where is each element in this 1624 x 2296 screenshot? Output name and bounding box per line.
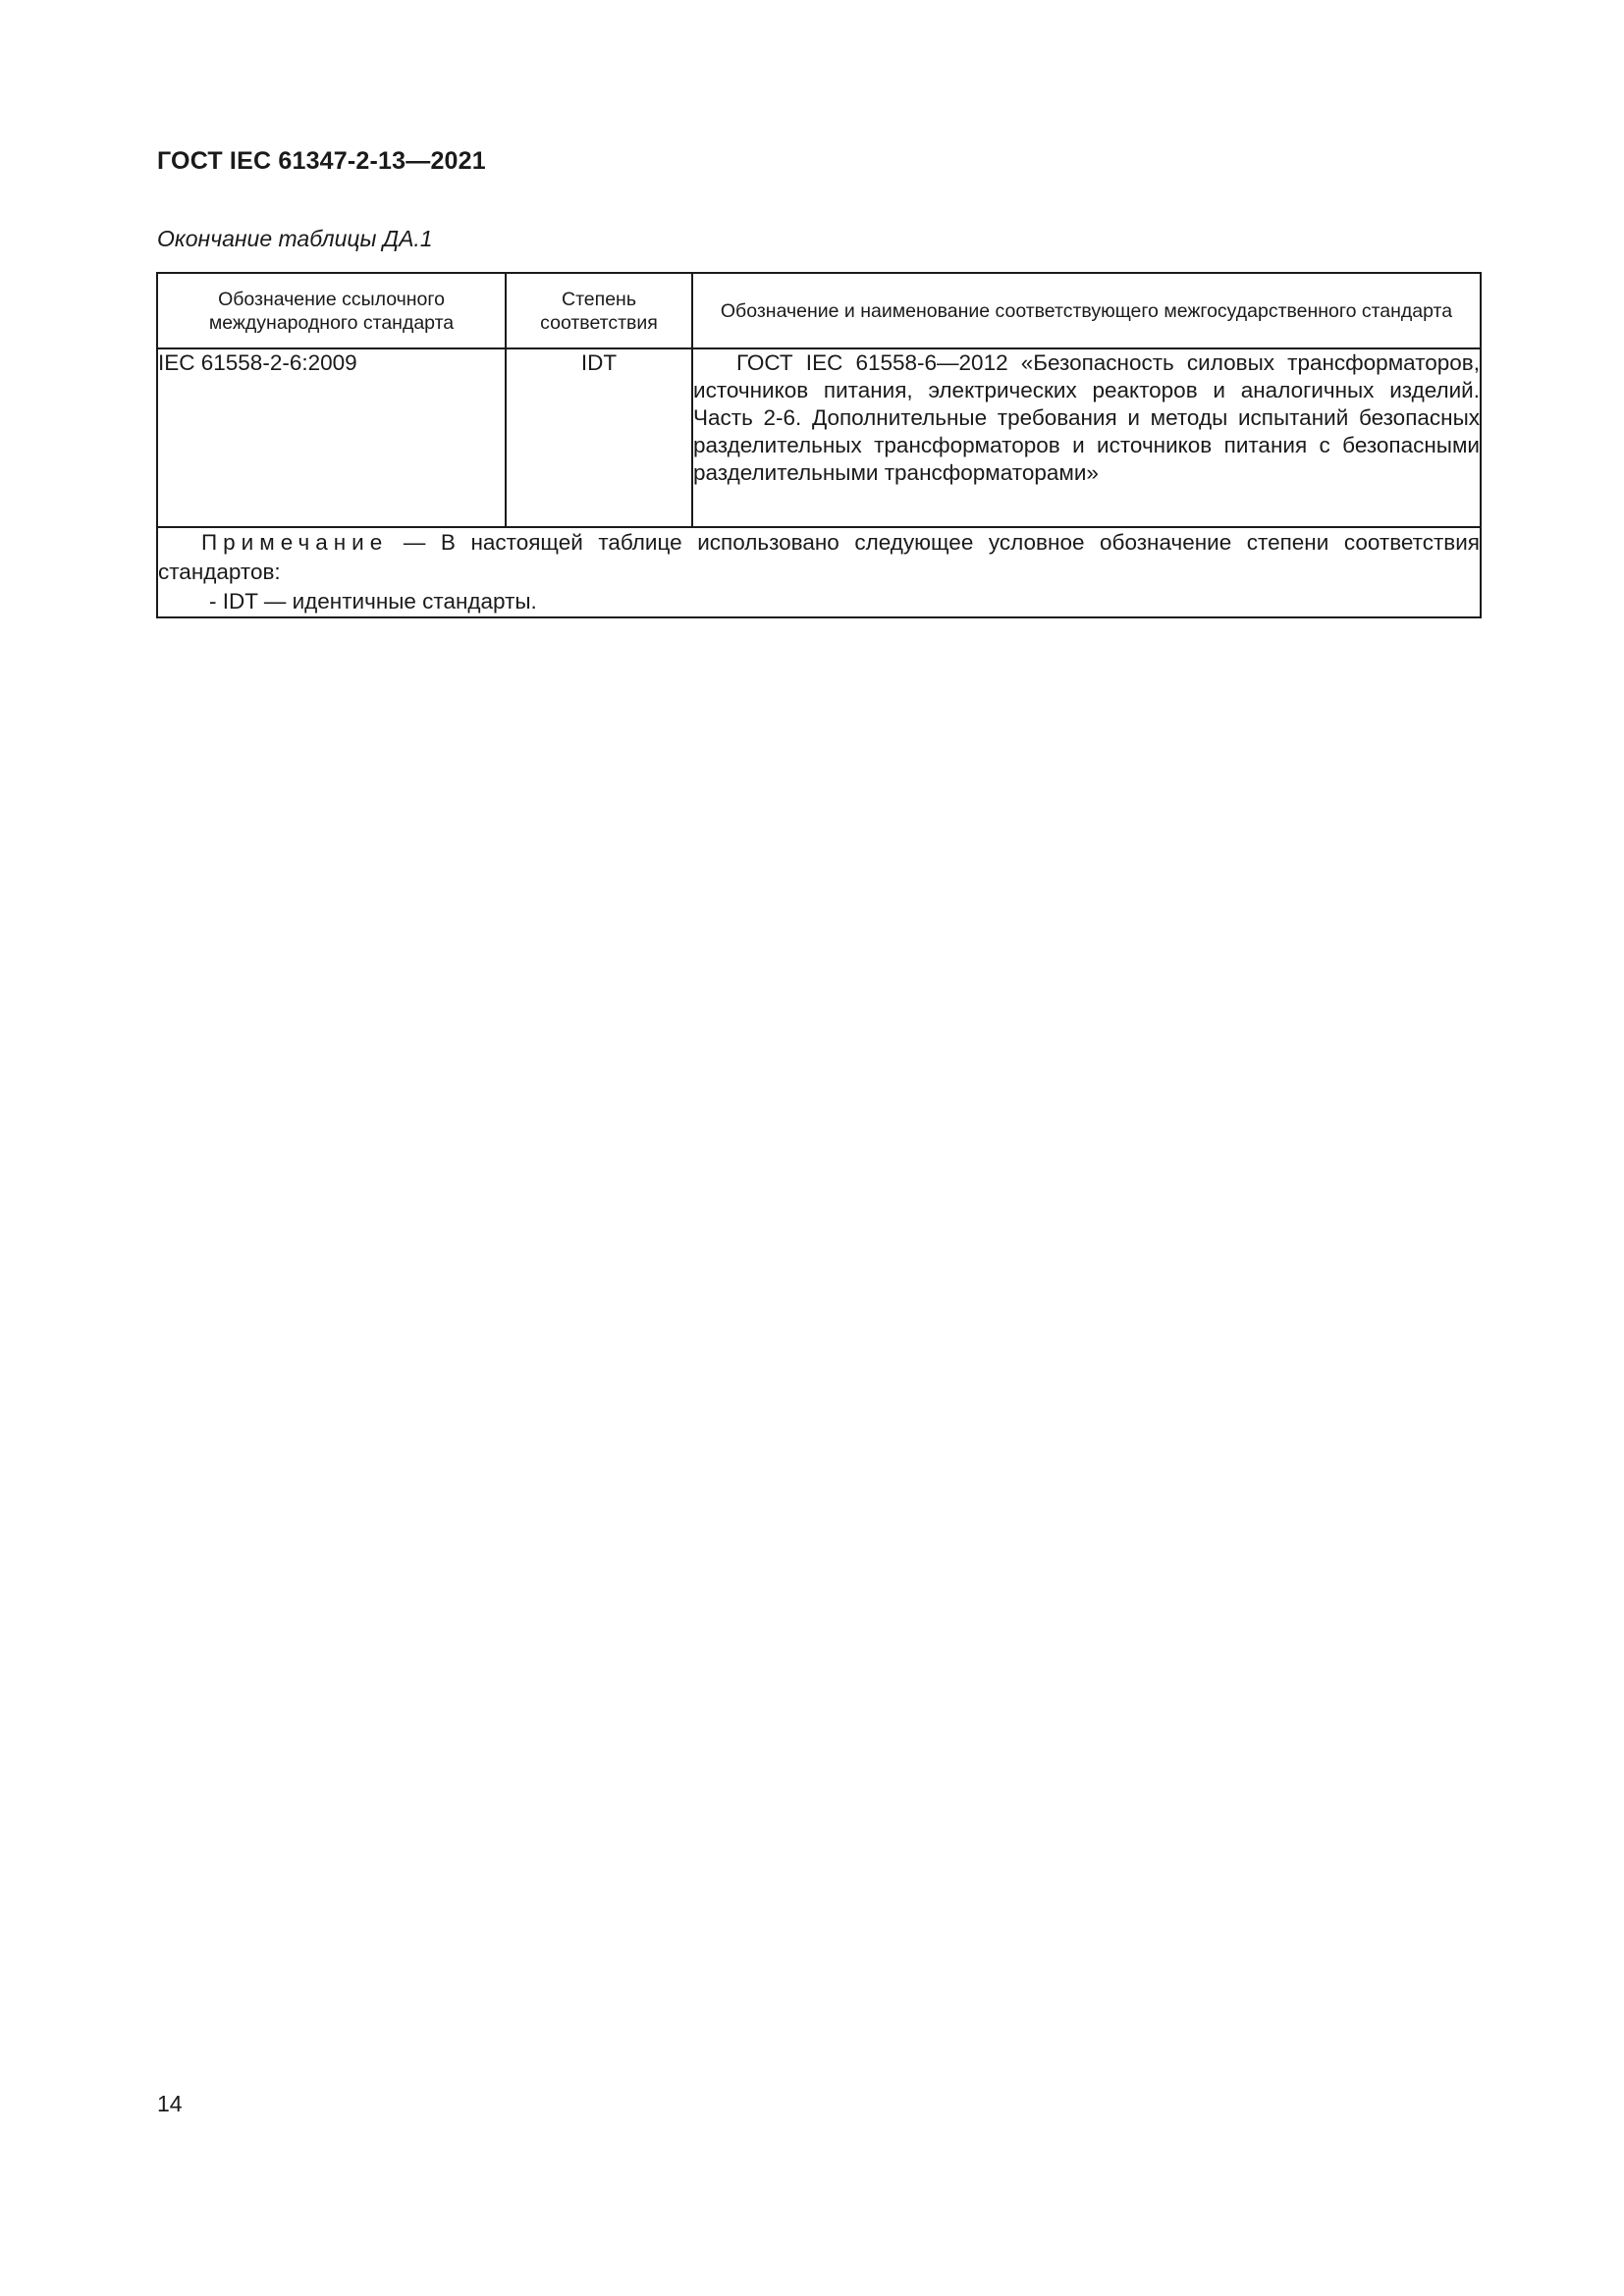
page-number: 14	[157, 2091, 183, 2116]
reference-standards-table	[156, 272, 1482, 618]
table-caption: Окончание таблицы ДА.1	[157, 226, 433, 251]
document-code-header: ГОСТ IEC 61347-2-13—2021	[157, 147, 486, 175]
table-note-row	[157, 527, 1481, 617]
national-standard-text: ГОСТ IEC 61558-6—2012 «Безопасность силовых трансформаторов, источников питания, электрических реакторов и аналогичных изделий. Часть 2-6. Дополнительные требования и методы испытаний безопасных разделительных трансформаторов и источников питания с безопасными разделительными трансформаторами»	[693, 350, 1480, 485]
note-paragraph	[158, 528, 1480, 587]
note-text: — В настоящей таблице использовано следующее условное обозначение степени соответствия стандартов:	[158, 530, 1480, 584]
note-list-item: - IDT — идентичные стандарты.	[209, 589, 537, 614]
note-label: Примечание	[201, 530, 389, 555]
column-header-national-standard: Обозначение и наименование соответствующего межгосударственного стандарта	[692, 273, 1481, 348]
column-header-degree: Степень соответствия	[506, 273, 692, 348]
column-header-reference-standard: Обозначение ссылочного международного стандарта	[157, 273, 506, 348]
reference-standard-cell: IEC 61558-2-6:2009	[157, 348, 506, 527]
table-note-cell	[157, 527, 1481, 617]
table-header-row	[157, 273, 1481, 348]
degree-cell: IDT	[506, 348, 692, 527]
national-standard-cell	[692, 348, 1481, 527]
table-row	[157, 348, 1481, 527]
